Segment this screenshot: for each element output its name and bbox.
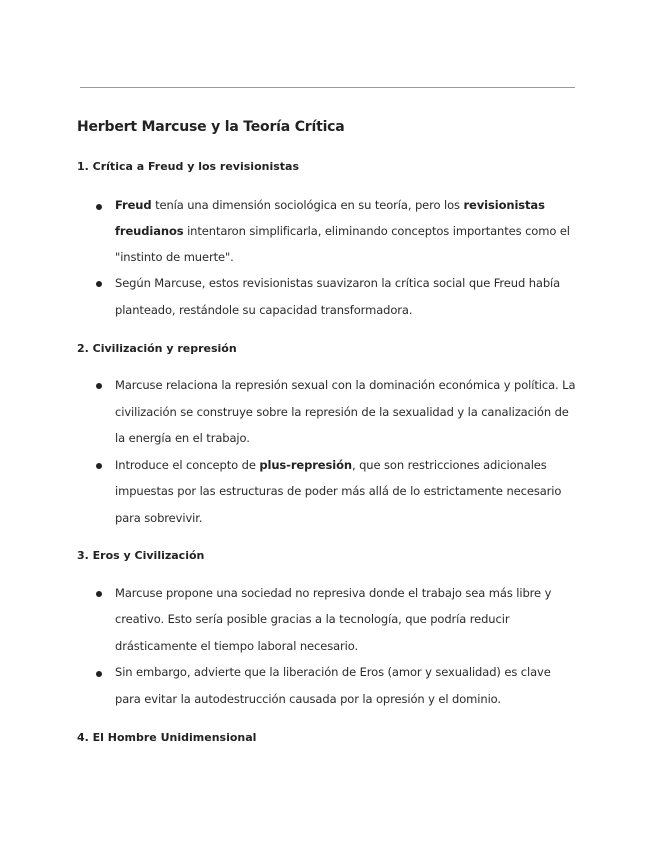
section-heading-hombre: 4. El Hombre Unidimensional [77, 731, 257, 744]
list-item-line: impuestas por las estructuras de poder más allá de lo estrictamente necesario [115, 484, 562, 498]
bullet-icon [96, 383, 102, 389]
bullet-icon [96, 281, 102, 287]
list-item-line: Marcuse relaciona la represión sexual con la dominación económica y política. La [115, 378, 576, 392]
section-heading-eros: 3. Eros y Civilización [77, 549, 205, 562]
list-item-line: Introduce el concepto de plus-represión, que son restricciones adicionales [115, 458, 547, 472]
document-title: Herbert Marcuse y la Teoría Crítica [77, 119, 345, 135]
bullet-icon [96, 591, 102, 597]
list-item-line: "instinto de muerte". [115, 250, 234, 264]
list-item-line: drásticamente el tiempo laboral necesario. [115, 639, 359, 653]
list-item-line: freudianos intentaron simplificarla, eliminando conceptos importantes como el [115, 224, 570, 238]
list-item-line: Según Marcuse, estos revisionistas suavizaron la crítica social que Freud había [115, 276, 561, 290]
list-item-line: Sin embargo, advierte que la liberación de Eros (amor y sexualidad) es clave [115, 665, 551, 679]
section-heading-freud: 1. Crítica a Freud y los revisionistas [77, 160, 299, 173]
bullet-icon [96, 463, 102, 469]
list-item-line: para evitar la autodestrucción causada por la opresión y el dominio. [115, 692, 501, 706]
bullet-icon [96, 204, 102, 210]
section-heading-civilizacion: 2. Civilización y represión [77, 342, 237, 355]
list-item-line: la energía en el trabajo. [115, 431, 250, 445]
list-item-line: para sobrevivir. [115, 511, 203, 525]
list-item-line: Marcuse propone una sociedad no represiva donde el trabajo sea más libre y [115, 586, 552, 600]
bullet-icon [96, 671, 102, 677]
list-item-line: creativo. Esto sería posible gracias a la tecnología, que podría reducir [115, 612, 510, 626]
list-item-line: planteado, restándole su capacidad transformadora. [115, 303, 413, 317]
list-item-line: civilización se construye sobre la represión de la sexualidad y la canalización de [115, 405, 569, 419]
horizontal-rule [80, 87, 575, 88]
list-item-line: Freud tenía una dimensión sociológica en su teoría, pero los revisionistas [115, 198, 545, 212]
